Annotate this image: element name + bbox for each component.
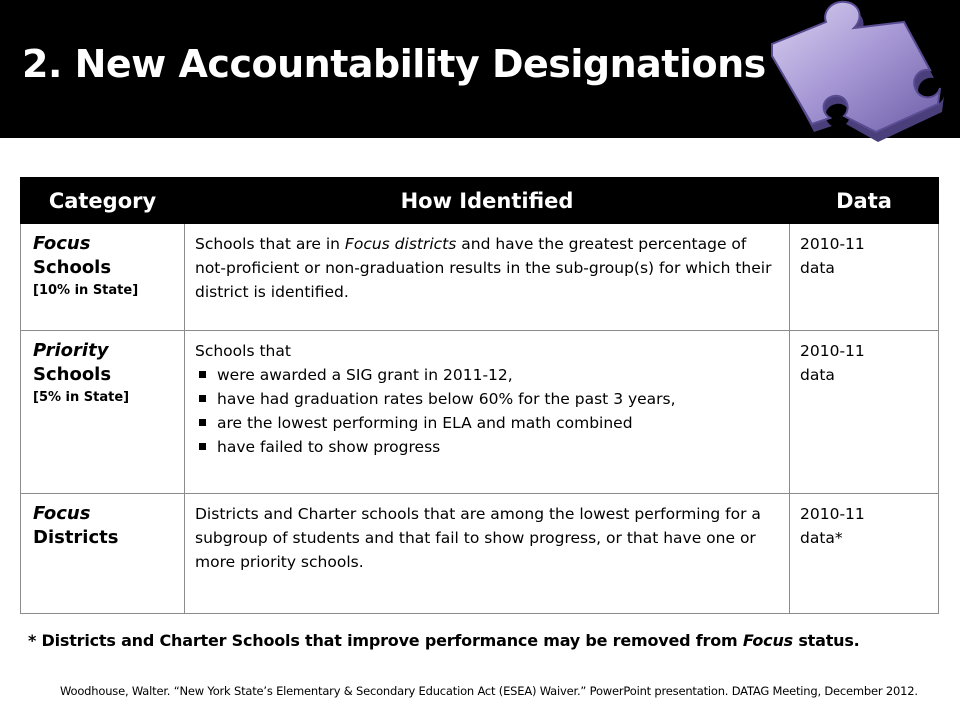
data-cell xyxy=(790,331,939,494)
column-header-category: Category xyxy=(21,178,185,224)
category-cell xyxy=(21,331,185,494)
data-year: 2010-11 xyxy=(800,235,865,253)
category-cell xyxy=(21,494,185,614)
footnote xyxy=(28,631,938,650)
category-share: [10% in State] xyxy=(33,283,139,298)
table-row xyxy=(21,331,939,494)
how-identified-cell: Districts and Charter schools that are among the lowest performing for a subgroup of students and that fail to show progress, or that have one or more priority schools. xyxy=(185,494,790,614)
how-text-part: Schools that are in xyxy=(195,235,345,253)
slide-title: 2. New Accountability Designations xyxy=(22,42,766,86)
list-item: are the lowest performing in ELA and math combined xyxy=(195,411,781,435)
how-text-part: and have the greatest percentage of not-proficient or non-graduation results in the sub-group(s) for which their district is identified. xyxy=(195,235,772,301)
footnote-italic: Focus xyxy=(742,631,793,650)
data-year: 2010-11 xyxy=(800,505,865,523)
data-cell xyxy=(790,224,939,331)
how-text-italic: Focus districts xyxy=(344,235,457,253)
category-name-rest: Districts xyxy=(33,527,119,548)
list-item: have failed to show progress xyxy=(195,435,781,459)
category-name xyxy=(33,232,176,256)
category-italic-word: Priority xyxy=(33,340,109,361)
how-identified-cell xyxy=(185,224,790,331)
data-label: data xyxy=(800,259,835,277)
data-year: 2010-11 xyxy=(800,342,865,360)
category-cell xyxy=(21,224,185,331)
category-italic-word: Focus xyxy=(33,503,91,524)
how-intro: Schools that xyxy=(195,342,291,360)
designations-table xyxy=(20,177,939,614)
how-identified-cell xyxy=(185,331,790,494)
table-row xyxy=(21,224,939,331)
table-header-row xyxy=(21,178,939,224)
footnote-text: * Districts and Charter Schools that improve performance may be removed from xyxy=(28,631,743,650)
data-label: data xyxy=(800,366,835,384)
citation: Woodhouse, Walter. “New York State’s Elementary & Secondary Education Act (ESEA) Waiver.” PowerPoint presentation. DATAG Meeting, December 2012. xyxy=(60,684,918,698)
category-name-rest: Schools xyxy=(33,257,112,278)
designations-table-wrap xyxy=(20,177,938,614)
list-item: have had graduation rates below 60% for the past 3 years, xyxy=(195,387,781,411)
category-italic-word: Focus xyxy=(33,233,91,254)
category-share: [5% in State] xyxy=(33,390,130,405)
puzzle-piece-icon xyxy=(758,0,948,160)
category-name-rest: Schools xyxy=(33,364,112,385)
criteria-list xyxy=(195,363,781,459)
data-cell xyxy=(790,494,939,614)
category-name xyxy=(33,339,176,363)
column-header-data: Data xyxy=(790,178,939,224)
data-label: data* xyxy=(800,529,843,547)
footnote-text-end: status. xyxy=(792,631,860,650)
table-row xyxy=(21,494,939,614)
list-item: were awarded a SIG grant in 2011-12, xyxy=(195,363,781,387)
category-name xyxy=(33,502,176,526)
column-header-how-identified: How Identified xyxy=(185,178,790,224)
